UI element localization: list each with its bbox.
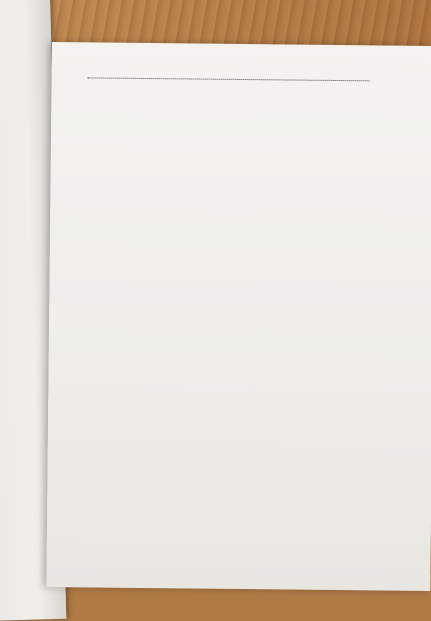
left-page-numbers bbox=[0, 40, 17, 41]
chapter-title-row bbox=[86, 79, 372, 83]
leader-dots bbox=[88, 77, 370, 81]
book-page bbox=[46, 42, 431, 591]
table-of-contents bbox=[86, 79, 372, 83]
